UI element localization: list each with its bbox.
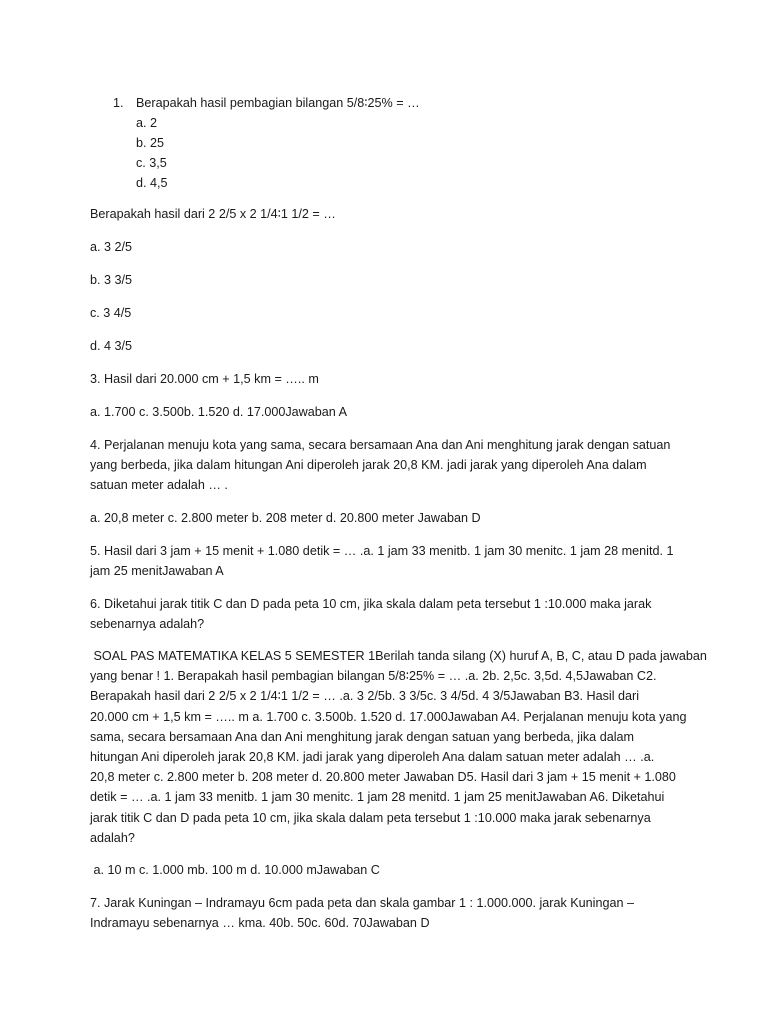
text-line: adalah? — [90, 830, 135, 845]
text-line: 20,8 meter c. 2.800 meter b. 208 meter d. 20.800 meter Jawaban D5. Hasil dari 3 jam + 15 menit + 1.080 — [90, 770, 676, 785]
text-line: yang berbeda, jika dalam hitungan Ani diperoleh jarak 20,8 KM. jadi jarak yang diperoleh Ana dalam — [90, 458, 647, 473]
question-7-text — [90, 893, 680, 933]
option-item: b. 25 — [136, 136, 165, 150]
text-line: jam 25 menitJawaban A — [90, 564, 224, 579]
text-line: Berapakah hasil dari 2 2/5 x 2 1/4∶1 1/2 = … .a. 3 2/5b. 3 3/5c. 3 4/5d. 4 3/5Jawaban B3. Hasil dari — [90, 689, 640, 704]
text-line: 20.000 cm + 1,5 km = ….. m a. 1.700 c. 3.500b. 1.520 d. 17.000Jawaban A4. Perjalanan menuju kota yang — [90, 709, 687, 724]
option-item: d. 4,5 — [136, 176, 168, 190]
text-line: detik = … .a. 1 jam 33 menitb. 1 jam 30 menitc. 1 jam 28 menitd. 1 jam 25 menitJawaban A6. Diketahui — [90, 790, 665, 805]
question-4-text — [90, 435, 680, 496]
text-line: Indramayu sebenarnya … kma. 40b. 50c. 60d. 70Jawaban D — [90, 916, 430, 931]
question-4-answer: a. 20,8 meter c. 2.800 meter b. 208 meter d. 20.800 meter Jawaban D — [90, 511, 481, 525]
text-line: 5. Hasil dari 3 jam + 15 menit + 1.080 detik = … .a. 1 jam 33 menitb. 1 jam 30 menitc. 1 jam 28 menitd. 1 — [90, 544, 674, 558]
option-item: b. 3 3/5 — [90, 273, 133, 287]
question-2-text: Berapakah hasil dari 2 2/5 x 2 1/4∶1 1/2 = … — [90, 207, 336, 221]
option-item: c. 3,5 — [136, 156, 167, 170]
text-line: jarak titik C dan D pada peta 10 cm, jika skala dalam peta tersebut 1 :10.000 maka jarak sebenarnya — [90, 810, 651, 825]
option-item: a. 3 2/5 — [90, 240, 133, 254]
option-item: d. 4 3/5 — [90, 339, 133, 353]
question-6-text — [90, 594, 680, 634]
question-6-answer: a. 10 m c. 1.000 mb. 100 m d. 10.000 mJawaban C — [90, 863, 380, 877]
option-item: a. 2 — [136, 116, 158, 130]
text-line: sama, secara bersamaan Ana dan Ani menghitung jarak dengan satuan yang berbeda, jika dalam — [90, 729, 634, 744]
text-line: SOAL PAS MATEMATIKA KELAS 5 SEMESTER 1Berilah tanda silang (X) huruf A, B, C, atau D pada jawaban — [90, 649, 707, 663]
question-3-answer: a. 1.700 c. 3.500b. 1.520 d. 17.000Jawaban A — [90, 405, 347, 419]
question-1-text: Berapakah hasil pembagian bilangan 5/8∶25% = … — [136, 96, 420, 110]
option-item: c. 3 4/5 — [90, 306, 132, 320]
question-5-text — [90, 541, 680, 581]
text-line: 6. Diketahui jarak titik C dan D pada peta 10 cm, jika skala dalam peta tersebut 1 :10.000 maka jarak — [90, 597, 652, 611]
text-line: hitungan Ani diperoleh jarak 20,8 KM. jadi jarak yang diperoleh Ana dalam satuan meter adalah … .a. — [90, 750, 655, 765]
text-line: sebenarnya adalah? — [90, 617, 205, 632]
summary-paragraph — [90, 646, 707, 848]
question-3-text: 3. Hasil dari 20.000 cm + 1,5 km = ….. m — [90, 372, 319, 386]
text-line: 7. Jarak Kuningan – Indramayu 6cm pada peta dan skala gambar 1 : 1.000.000. jarak Kuningan – — [90, 896, 634, 910]
text-line: satuan meter adalah … . — [90, 478, 228, 493]
text-line: yang benar ! 1. Berapakah hasil pembagian bilangan 5/8∶25% = … .a. 2b. 2,5c. 3,5d. 4,5Jawaban C2. — [90, 669, 657, 684]
question-1-options — [136, 113, 168, 193]
question-1-number: 1. — [113, 96, 124, 110]
text-line: 4. Perjalanan menuju kota yang sama, secara bersamaan Ana dan Ani menghitung jarak dengan satuan — [90, 438, 671, 452]
